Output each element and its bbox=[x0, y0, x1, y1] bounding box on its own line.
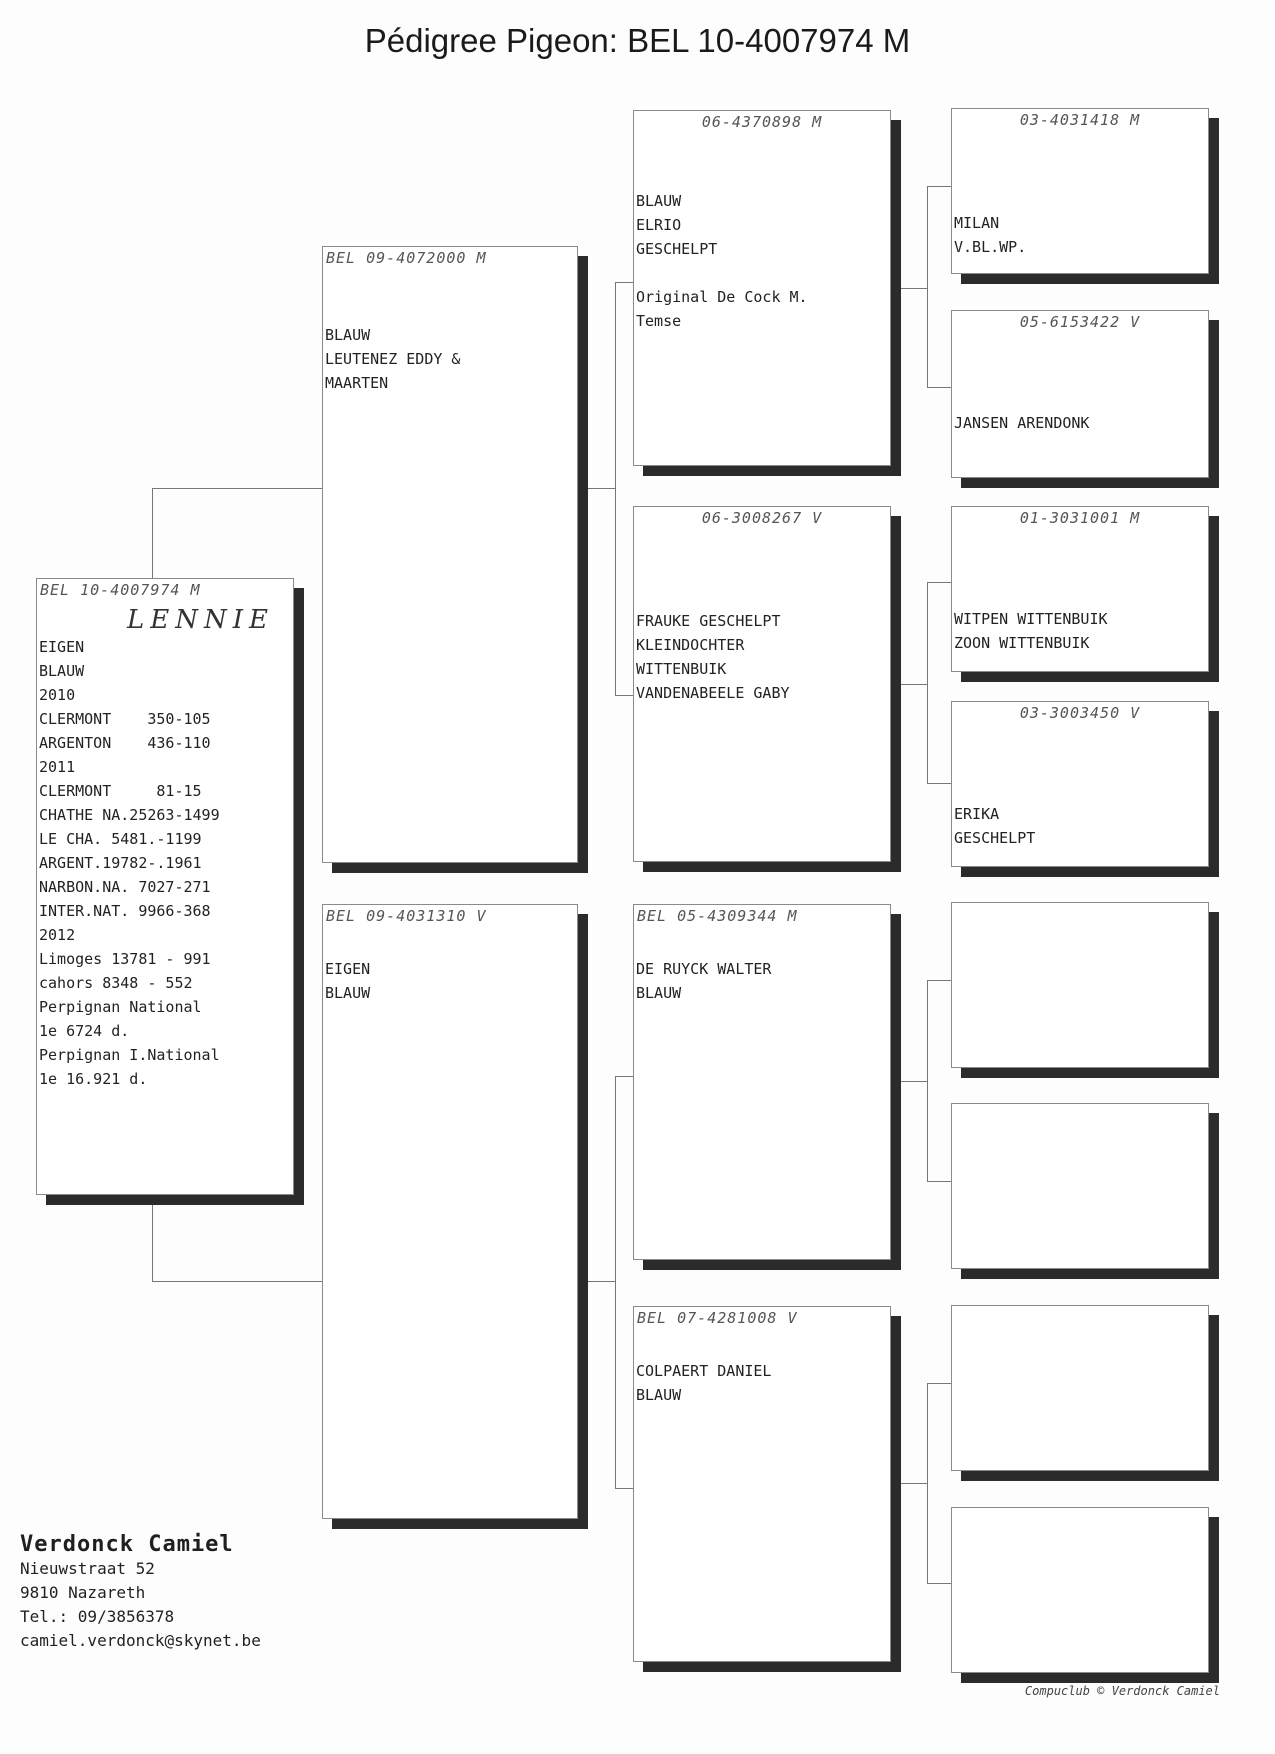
father-ring: BEL 09-4072000 M bbox=[326, 249, 487, 267]
connector bbox=[927, 186, 951, 187]
connector bbox=[615, 695, 633, 696]
breeder-email: camiel.verdonck@skynet.be bbox=[20, 1631, 261, 1650]
connector bbox=[927, 582, 951, 583]
fmf-ring: 01-3031001 M bbox=[1019, 509, 1141, 527]
fff-card bbox=[951, 108, 1209, 274]
ff-card bbox=[633, 110, 891, 466]
subject-card bbox=[36, 578, 294, 1195]
breeder-street: Nieuwstraat 52 bbox=[20, 1559, 155, 1578]
mm-card bbox=[633, 1306, 891, 1662]
connector bbox=[615, 282, 616, 695]
connector bbox=[893, 288, 927, 289]
empty-card bbox=[951, 902, 1209, 1068]
empty-card bbox=[951, 1507, 1209, 1673]
connector bbox=[927, 1383, 928, 1583]
breeder-name: Verdonck Camiel bbox=[20, 1532, 234, 1557]
connector bbox=[927, 1181, 951, 1182]
connector bbox=[927, 1383, 951, 1384]
breeder-tel: Tel.: 09/3856378 bbox=[20, 1607, 175, 1626]
mf-card bbox=[633, 904, 891, 1260]
empty-card bbox=[951, 1305, 1209, 1471]
fmf-lines: WITPEN WITTENBUIK ZOON WITTENBUIK bbox=[954, 610, 1108, 652]
subject-ring: BEL 10-4007974 M bbox=[40, 581, 201, 599]
fmm-lines: ERIKA GESCHELPT bbox=[954, 805, 1036, 847]
fmf-card bbox=[951, 506, 1209, 672]
connector bbox=[152, 1195, 153, 1281]
connector bbox=[927, 186, 928, 387]
father-lines: BLAUW LEUTENEZ EDDY & MAARTEN bbox=[325, 326, 461, 392]
connector bbox=[893, 1483, 927, 1484]
connector bbox=[893, 684, 927, 685]
connector bbox=[615, 282, 633, 283]
father-card bbox=[322, 246, 578, 863]
copyright: Compuclub © Verdonck Camiel bbox=[1024, 1684, 1220, 1698]
ffm-card bbox=[951, 310, 1209, 478]
ffm-lines: JANSEN ARENDONK bbox=[954, 414, 1090, 432]
ffm-ring: 05-6153422 V bbox=[1019, 313, 1141, 331]
subject-lines: EIGEN BLAUW 2010 CLERMONT 350-105 ARGENTON 436-110 2011 CLERMONT 81-15 CHATHE NA.25263-1499 LE CHA. 5481.-1199 ARGENT.19782-.1961 NARBON.NA. 7027-271 INTER.NAT. 9966-368 2012 Limoges 13781 - 991 cahors 8348 - 552 Perpignan National 1e 6724 d. Perpignan I.National 1e 16.921 d. bbox=[39, 638, 220, 1088]
fmm-card bbox=[951, 701, 1209, 867]
connector bbox=[927, 980, 951, 981]
mother-lines: EIGEN BLAUW bbox=[325, 960, 371, 1002]
mm-ring: BEL 07-4281008 V bbox=[637, 1309, 798, 1327]
connector bbox=[927, 582, 928, 783]
connector bbox=[578, 488, 615, 489]
connector bbox=[927, 387, 951, 388]
mf-ring: BEL 05-4309344 M bbox=[637, 907, 798, 925]
empty-card bbox=[951, 1103, 1209, 1269]
fm-lines: FRAUKE GESCHELPT KLEINDOCHTER WITTENBUIK VANDENABEELE GABY bbox=[636, 612, 790, 702]
fm-card bbox=[633, 506, 891, 862]
connector bbox=[152, 488, 153, 578]
connector bbox=[615, 1076, 616, 1488]
fm-ring: 06-3008267 V bbox=[701, 509, 823, 527]
fff-lines: MILAN V.BL.WP. bbox=[954, 214, 1027, 256]
breeder-city: 9810 Nazareth bbox=[20, 1583, 146, 1602]
mother-card bbox=[322, 904, 578, 1519]
connector bbox=[927, 1583, 951, 1584]
connector bbox=[152, 1281, 322, 1282]
breeder-info bbox=[20, 1532, 261, 1653]
mm-lines: COLPAERT DANIEL BLAUW bbox=[636, 1362, 772, 1404]
subject-nickname: LENNIE bbox=[127, 605, 274, 635]
ff-ring: 06-4370898 M bbox=[701, 113, 823, 131]
connector bbox=[893, 1081, 927, 1082]
fff-ring: 03-4031418 M bbox=[1019, 111, 1141, 129]
fmm-ring: 03-3003450 V bbox=[1019, 704, 1141, 722]
mf-lines: DE RUYCK WALTER BLAUW bbox=[636, 960, 772, 1002]
connector bbox=[152, 488, 322, 489]
ff-lines: BLAUW ELRIO GESCHELPT Original De Cock M. Temse bbox=[636, 192, 808, 330]
connector bbox=[615, 1488, 633, 1489]
connector bbox=[927, 980, 928, 1181]
page-title: Pédigree Pigeon: BEL 10-4007974 M bbox=[364, 22, 911, 59]
connector bbox=[615, 1076, 633, 1077]
connector bbox=[578, 1281, 615, 1282]
mother-ring: BEL 09-4031310 V bbox=[326, 907, 487, 925]
connector bbox=[927, 783, 951, 784]
